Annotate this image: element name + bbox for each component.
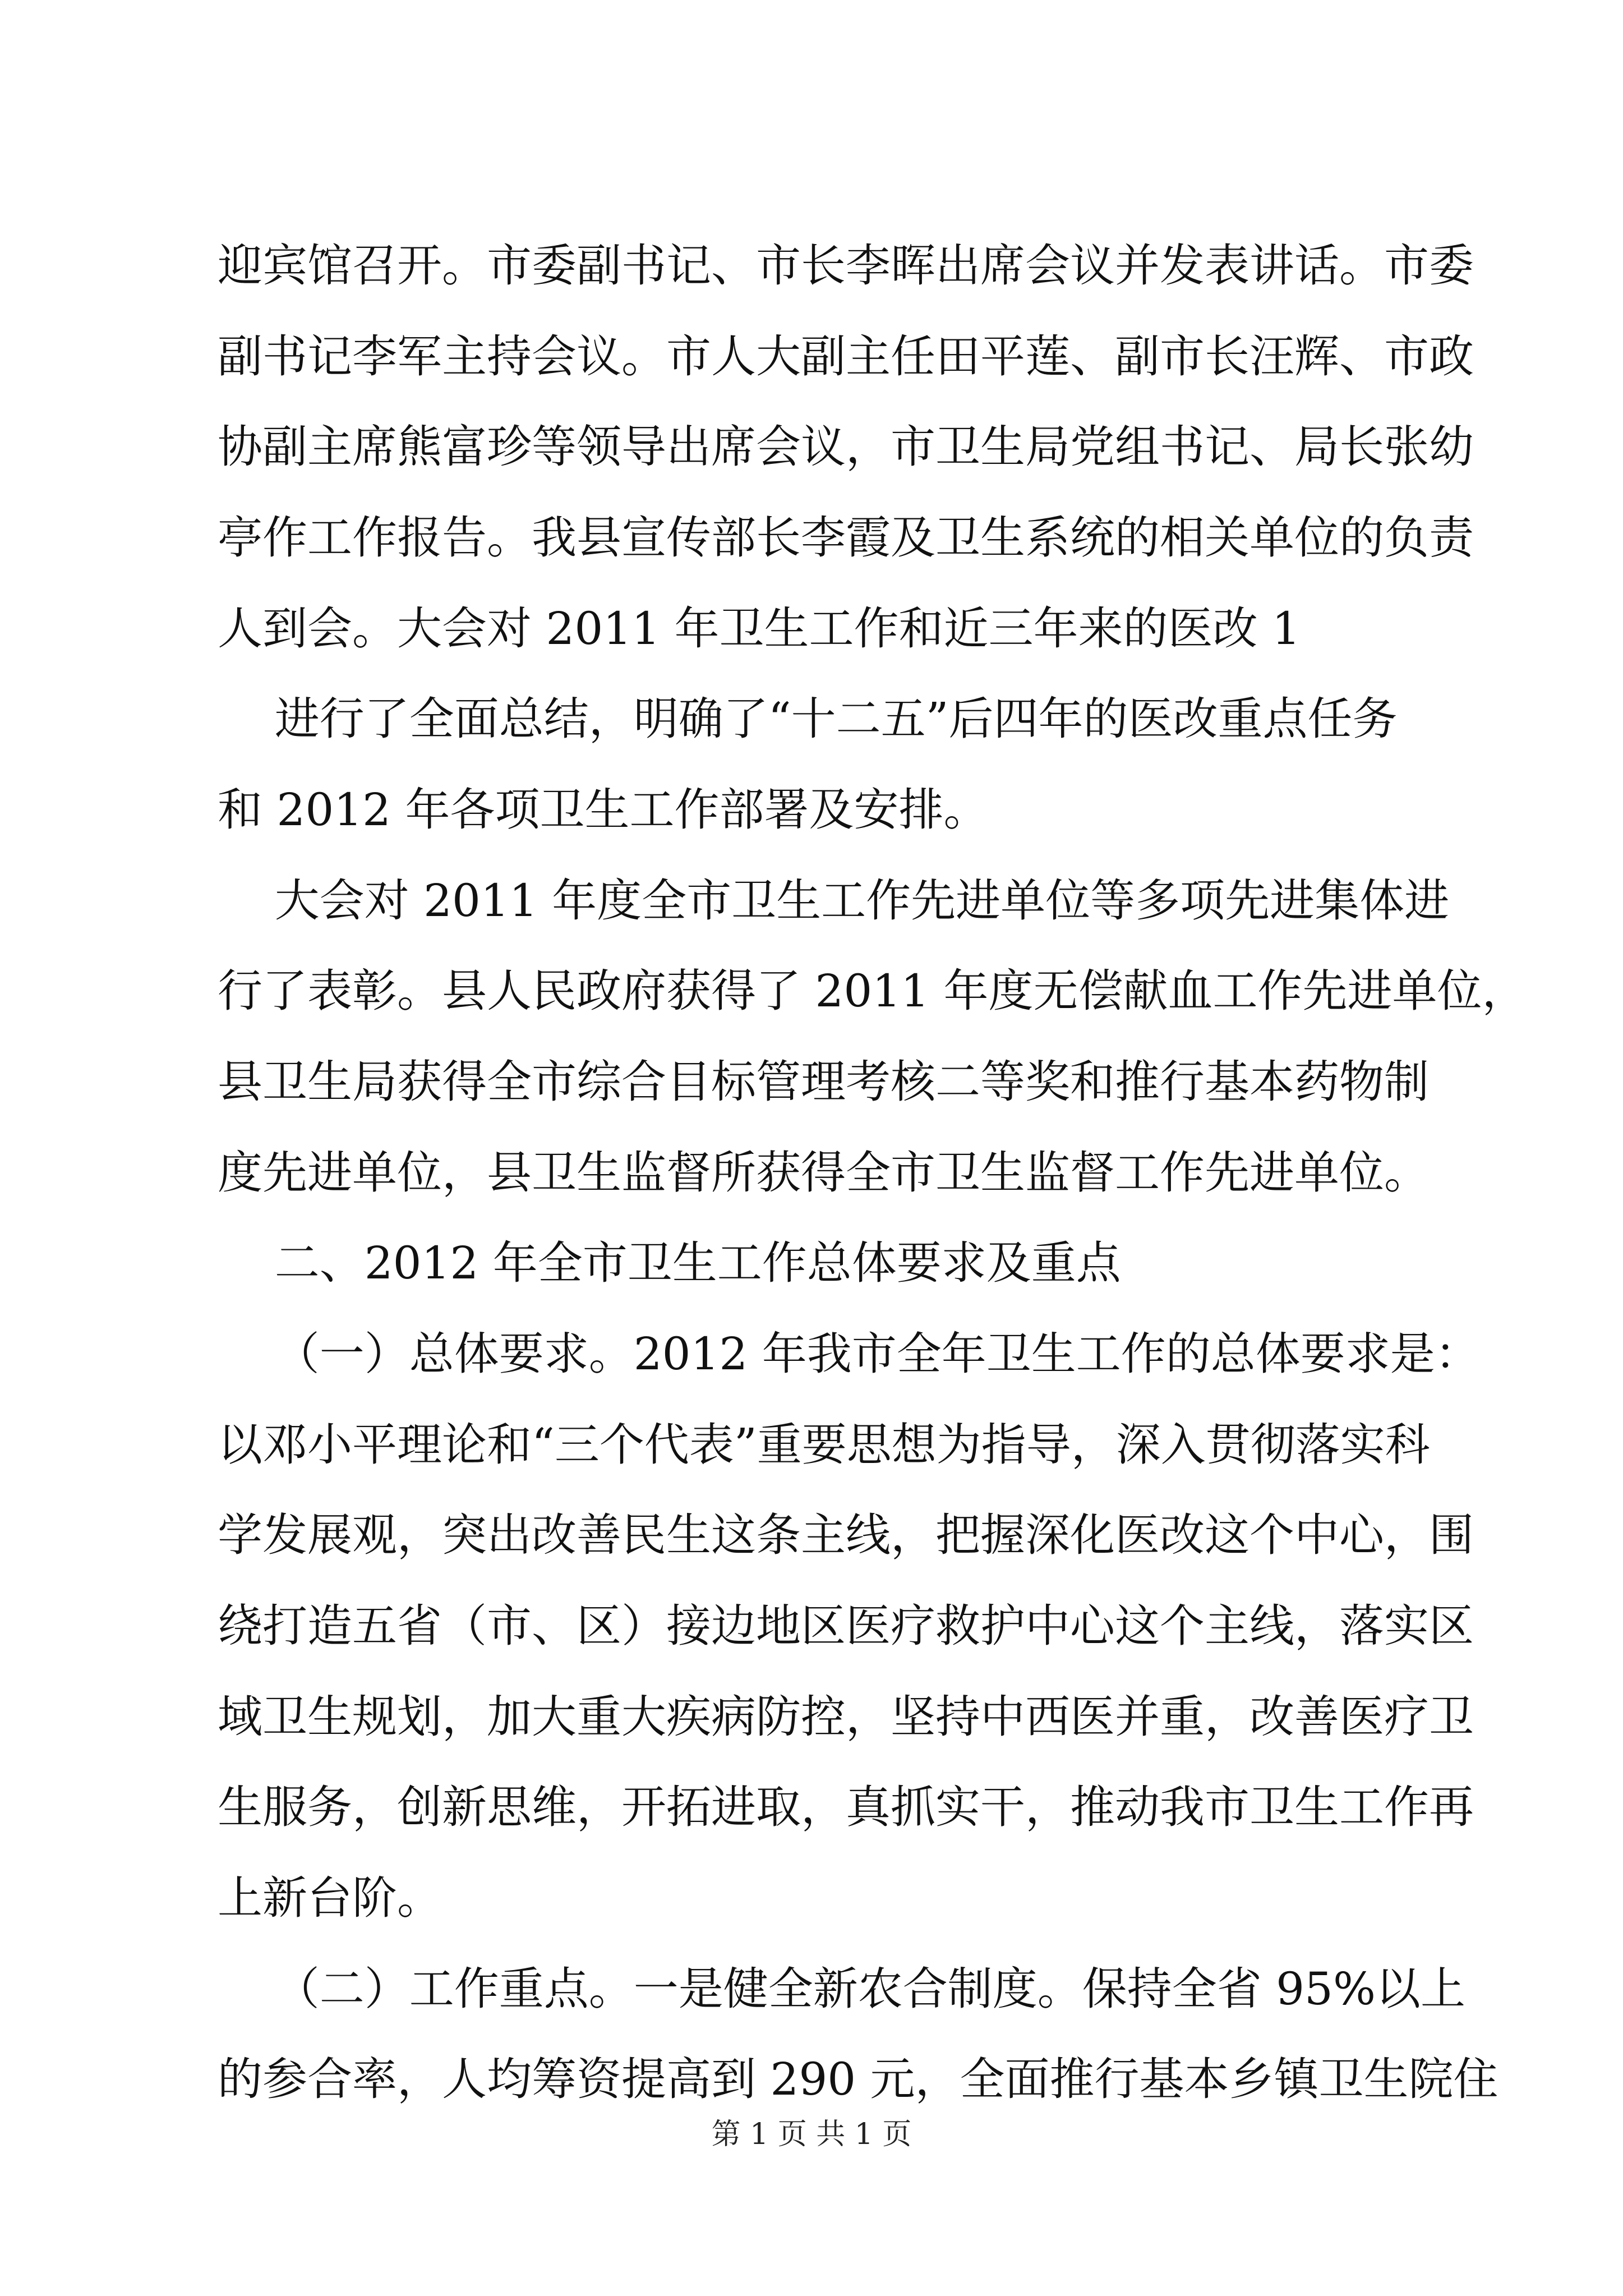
- text-line-14: 以邓小平理论和“三个代表”重要思想为指导，深入贯彻落实科: [218, 1419, 1430, 1471]
- text-line-16: 绕打造五省（市、区）接边地区医疗救护中心这个主线，落实区: [218, 1600, 1474, 1652]
- text-line-20: （二）工作重点。一是健全新农合制度。保持全省 95%以上: [218, 1963, 1465, 2015]
- text-line-13: （一）总体要求。2012 年我市全年卫生工作的总体要求是：: [218, 1328, 1480, 1380]
- text-line-6: 进行了全面总结，明确了“十二五”后四年的医改重点任务: [218, 693, 1398, 745]
- text-line-19: 上新台阶。: [218, 1872, 442, 1924]
- text-line-7: 和 2012 年各项卫生工作部署及安排。: [218, 784, 989, 836]
- text-line-11: 度先进单位，县卫生监督所获得全市卫生监督工作先进单位。: [218, 1147, 1429, 1199]
- text-line-2: 副书记李军主持会议。市人大副主任田平莲、副市长汪辉、市政: [218, 330, 1474, 383]
- text-line-21: 的参合率，人均筹资提高到 290 元，全面推行基本乡镇卫生院住: [218, 2053, 1498, 2105]
- text-line-18: 生服务，创新思维，开拓进取，真抓实干，推动我市卫生工作再: [218, 1781, 1474, 1833]
- page-footer: 第 1 页 共 1 页: [711, 2118, 912, 2151]
- text-line-5: 人到会。大会对 2011 年卫生工作和近三年来的医改 1: [218, 602, 1301, 655]
- text-line-1: 迎宾馆召开。市委副书记、市长李晖出席会议并发表讲话。市委: [218, 240, 1474, 292]
- text-line-3: 协副主席熊富珍等领导出席会议，市卫生局党组书记、局长张幼: [218, 421, 1474, 473]
- text-line-9: 行了表彰。县人民政府获得了 2011 年度无偿献血工作先进单位，: [218, 965, 1527, 1017]
- text-line-12: 二、2012 年全市卫生工作总体要求及重点: [218, 1237, 1121, 1289]
- text-line-17: 域卫生规划，加大重大疾病防控，坚持中西医并重，改善医疗卫: [218, 1691, 1474, 1743]
- text-line-10: 县卫生局获得全市综合目标管理考核二等奖和推行基本药物制: [218, 1056, 1429, 1108]
- text-line-4: 亭作工作报告。我县宣传部长李霞及卫生系统的相关单位的负责: [218, 512, 1474, 564]
- text-line-8: 大会对 2011 年度全市卫生工作先进单位等多项先进集体进: [218, 875, 1450, 927]
- text-line-15: 学发展观，突出改善民生这条主线，把握深化医改这个中心，围: [218, 1509, 1474, 1561]
